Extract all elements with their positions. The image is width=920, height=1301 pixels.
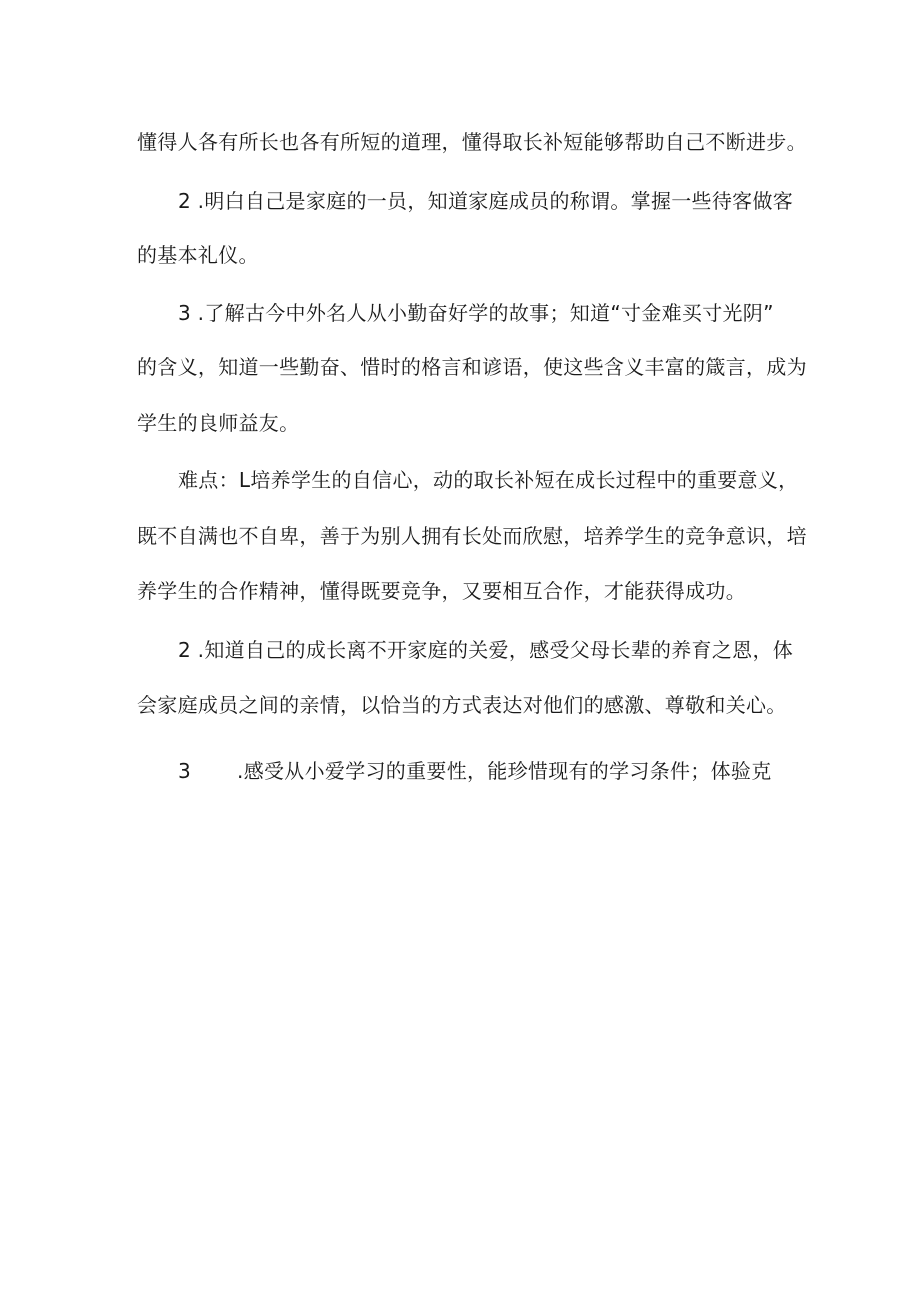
paragraph-line: 学生的良师益友。	[137, 411, 300, 435]
list-number: 3	[178, 759, 192, 783]
paragraph-line: 的含义，知道一些勤奋、惜时的格言和谚语，使这些含义丰富的箴言，成为	[137, 355, 807, 379]
paragraph-line: 3 .了解古今中外名人从小勤奋好学的故事；知道“寸金难买寸光阴”	[178, 301, 774, 325]
paragraph-line: 懂得人各有所长也各有所短的道理，懂得取长补短能够帮助自己不断进步。	[137, 130, 807, 154]
paragraph-line: 既不自满也不自卑，善于为别人拥有长处而欣慰，培养学生的竞争意识，培	[137, 524, 807, 548]
paragraph-line: 2 .知道自己的成长离不开家庭的关爱，感受父母长辈的养育之恩，体	[178, 638, 794, 662]
paragraph-line: 会家庭成员之间的亲情，以恰当的方式表达对他们的感激、尊敬和关心。	[137, 693, 787, 717]
paragraph-line: 2 .明白自己是家庭的一员，知道家庭成员的称谓。掌握一些待客做客	[178, 189, 794, 213]
paragraph-line: 3 .感受从小爱学习的重要性，能珍惜现有的学习条件；体验克	[0, 756, 920, 786]
paragraph-line: 难点：L培养学生的自信心，动的取长补短在成长过程中的重要意义，	[178, 468, 799, 492]
paragraph-line: 养学生的合作精神，懂得既要竞争，又要相互合作，才能获得成功。	[137, 579, 746, 603]
paragraph-line: 的基本礼仪。	[137, 243, 259, 267]
